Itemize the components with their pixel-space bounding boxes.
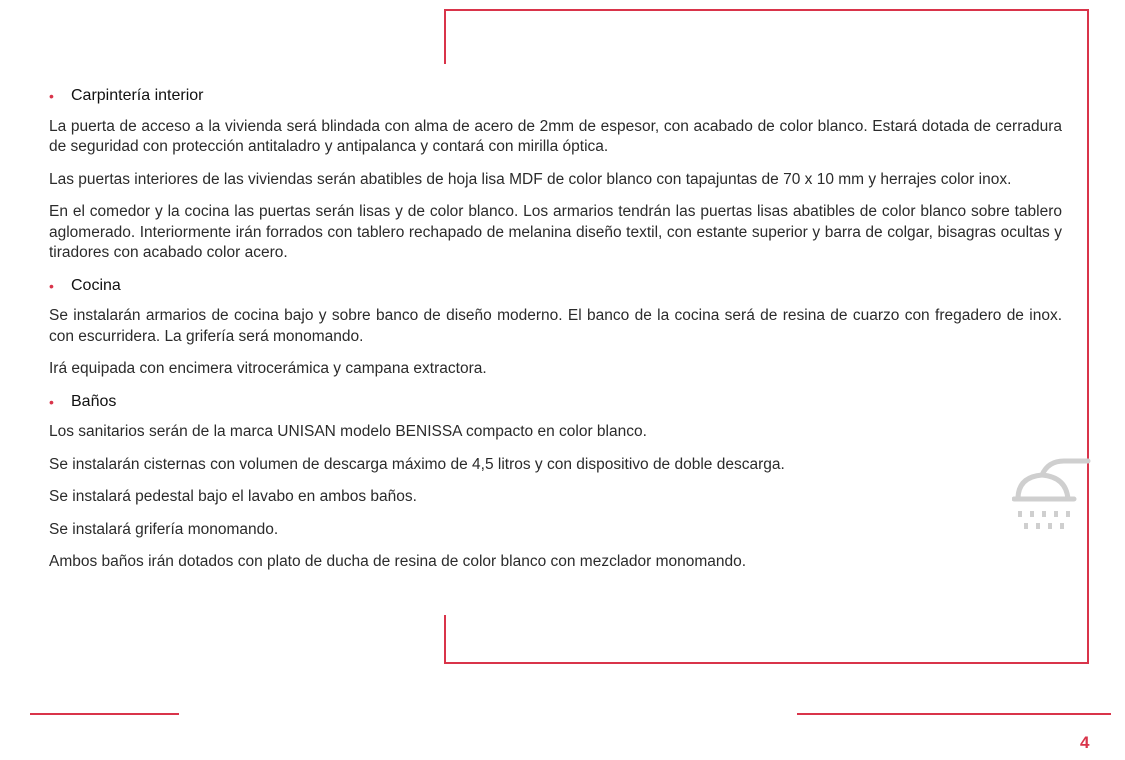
footer-rule-left bbox=[30, 713, 179, 715]
section-heading-label: Cocina bbox=[71, 276, 121, 294]
frame-top-line bbox=[444, 9, 1089, 11]
paragraph: La puerta de acceso a la vivienda será blindada con alma de acero de 2mm de espesor, con acabado de color blanco. Estará dotada de cerradura de seguridad con protección antitaladro y antipalanca y contará con mirilla óptica. bbox=[49, 117, 1062, 155]
paragraph: Se instalará grifería monomando. bbox=[49, 520, 279, 538]
page-number: 4 bbox=[1080, 733, 1090, 752]
paragraph: Los sanitarios serán de la marca UNISAN modelo BENISSA compacto en color blanco. bbox=[49, 423, 647, 440]
paragraph: Irá equipada con encimera vitrocerámica y campana extractora. bbox=[49, 360, 487, 377]
section-heading-carpinteria bbox=[49, 86, 1062, 107]
shower-icon bbox=[1012, 455, 1092, 533]
frame-right-line bbox=[1087, 9, 1089, 664]
bullet-icon: • bbox=[49, 277, 54, 294]
section-heading-label: Carpintería interior bbox=[71, 87, 204, 104]
paragraph: Las puertas interiores de las viviendas serán abatibles de hoja lisa MDF de color blanco con tapajuntas de 70 x 10 mm y herrajes color inox. bbox=[49, 170, 1012, 188]
section-heading-cocina bbox=[49, 276, 1062, 297]
paragraph: Se instalará pedestal bajo el lavabo en ambos baños. bbox=[49, 488, 417, 505]
page-content bbox=[49, 86, 1062, 585]
paragraph: Ambos baños irán dotados con plato de ducha de resina de color blanco con mezclador monomando. bbox=[49, 553, 747, 570]
frame-left-top-line bbox=[444, 9, 446, 64]
bullet-icon: • bbox=[49, 88, 54, 104]
paragraph: Se instalarán cisternas con volumen de descarga máximo de 4,5 litros y con dispositivo de doble descarga. bbox=[49, 455, 785, 473]
frame-left-bottom-line bbox=[444, 615, 446, 664]
paragraph: En el comedor y la cocina las puertas serán lisas y de color blanco. Los armarios tendrán las puertas lisas abatibles de color blanco sobre tablero aglomerado. Interiormente irán forrados con tablero rechapado de melanina diseño textil, con estante superior y barra de colgar, bisagras ocultas y tiradores con acabado color acero. bbox=[49, 203, 1062, 261]
section-heading-label: Baños bbox=[71, 392, 117, 410]
bullet-icon: • bbox=[49, 393, 54, 410]
paragraph: Se instalarán armarios de cocina bajo y sobre banco de diseño moderno. El banco de la cocina será de resina de cuarzo con fregadero de inox. con escurridera. La grifería será monomando. bbox=[49, 307, 1062, 345]
frame-bottom-line bbox=[444, 662, 1089, 664]
section-heading-banos bbox=[49, 392, 1062, 413]
footer-rule-right bbox=[797, 713, 1111, 715]
